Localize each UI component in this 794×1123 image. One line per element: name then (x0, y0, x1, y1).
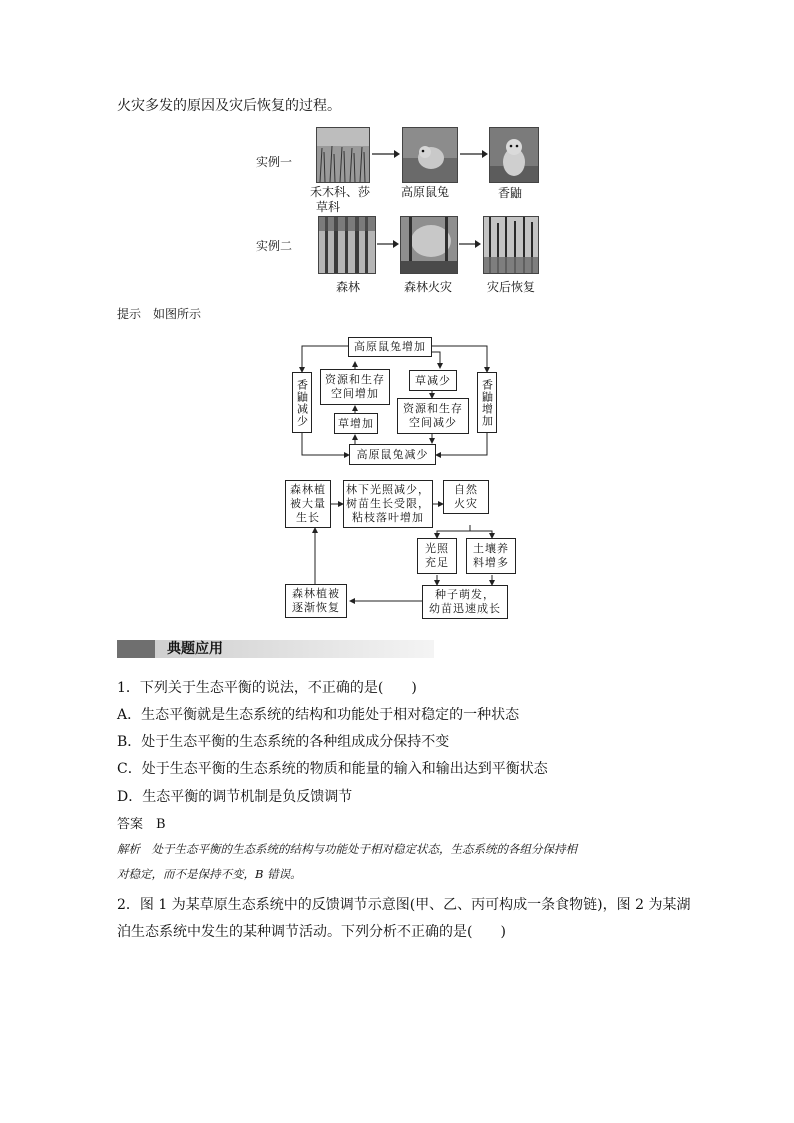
caption-recovery: 灾后恢复 (487, 280, 536, 294)
box-weasel-increase: 香鼬增加 (477, 372, 497, 433)
box-light-reduction: 林下光照减少， 树苗生长受限， 粘枝落叶增加 (343, 480, 433, 528)
box-vegetation-recovery: 森林植被 逐渐恢复 (285, 584, 347, 618)
caption-pika: 高原鼠兔 (401, 185, 450, 199)
box-pika-increase: 高原鼠兔增加 (348, 337, 432, 357)
q1-option-c: C．处于生态平衡的生态系统的物质和能量的输入和输出达到平衡状态 (117, 761, 548, 777)
box-seed-germination: 种子萌发， 幼苗迅速成长 (422, 585, 508, 619)
caption-grass-1: 禾木科、莎 (310, 185, 371, 199)
box-resource-increase: 资源和生存 空间增加 (320, 369, 390, 405)
box-weasel-decrease: 香鼬减少 (292, 372, 312, 433)
example2-label: 实例二 (256, 239, 293, 253)
q1-option-d: D．生态平衡的调节机制是负反馈调节 (117, 789, 353, 805)
box-natural-fire: 自然 火灾 (443, 480, 489, 514)
q2-line2: 泊生态系统中发生的某种调节活动。下列分析不正确的是( ) (117, 924, 506, 940)
example1-label: 实例一 (256, 155, 293, 169)
caption-weasel: 香鼬 (498, 186, 523, 200)
box-grass-decrease: 草减少 (409, 370, 457, 391)
section-header (117, 640, 434, 658)
caption-grass-2: 草科 (316, 200, 341, 214)
q1-explanation-line1: 解析 处于生态平衡的生态系统的结构与功能处于相对稳定状态，生态系统的各组分保持相 (117, 842, 577, 856)
box-pika-decrease: 高原鼠兔减少 (349, 444, 436, 465)
q2-line1: 2．图 1 为某草原生态系统中的反馈调节示意图(甲、乙、丙可构成一条食物链)，图 2 为某湖 (117, 897, 691, 913)
q1-answer: 答案 B (117, 817, 166, 832)
box-sufficient-light: 光照 充足 (417, 538, 457, 574)
q1-option-a: A．生态平衡就是生态系统的结构和功能处于相对稳定的一种状态 (117, 707, 520, 723)
box-vegetation-growth: 森林植 被大量 生长 (285, 480, 331, 528)
q1-explanation-line2: 对稳定，而不是保持不变，B 错误。 (117, 867, 302, 881)
caption-forest: 森林 (336, 280, 361, 294)
box-grass-increase: 草增加 (334, 413, 378, 434)
caption-forest-fire: 森林火灾 (404, 280, 453, 294)
box-resource-decrease: 资源和生存 空间减少 (397, 398, 469, 434)
section-title: 典题应用 (167, 641, 223, 657)
q1-option-b: B．处于生态平衡的生态系统的各种组成成分保持不变 (117, 734, 450, 750)
q1-stem: 1．下列关于生态平衡的说法，不正确的是( ) (117, 680, 417, 696)
intro-text: 火灾多发的原因及灾后恢复的过程。 (117, 98, 341, 114)
box-soil-nutrients: 土壤养 料增多 (466, 538, 516, 574)
hint-text: 提示 如图所示 (117, 307, 202, 321)
